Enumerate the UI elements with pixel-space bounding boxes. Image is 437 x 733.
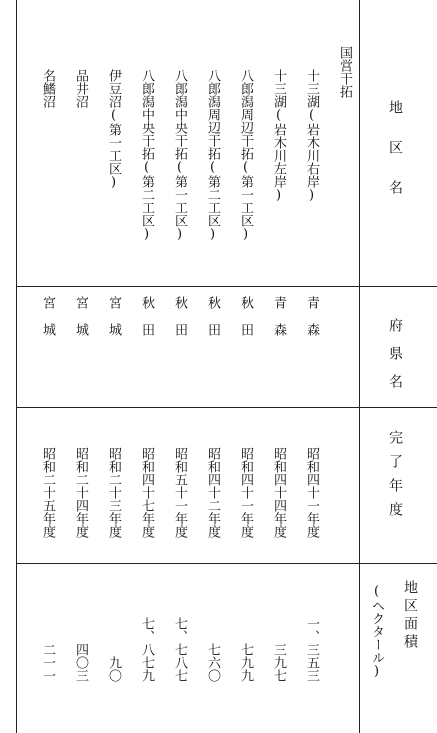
area-cell: 七九九 [238,643,253,682]
year-cell: 昭和四十四年度 [271,447,286,538]
area-cell: 一、三五三 [304,617,319,682]
year-cell: 昭和五十一年度 [172,447,187,538]
year-cell: 昭和二十三年度 [106,447,121,538]
area-cell: 七六〇 [205,643,220,682]
table-left-border [16,0,17,733]
area-cell: 三九七 [271,643,286,682]
header-prefecture: 府県名 [387,318,403,402]
district-cell: 八郎潟中央干拓(第二工区) [139,69,154,242]
district-cell: 名鰭沼 [40,69,55,108]
district-cell: 八郎潟中央干拓(第一工区) [172,69,187,242]
district-cell: 品井沼 [73,69,88,108]
prefecture-cell: 宮城 [40,296,55,350]
header-column-divider [359,0,360,733]
row-divider-2 [16,407,437,408]
district-cell: 十三湖(岩木川左岸) [271,69,286,203]
prefecture-cell: 秋田 [205,296,220,350]
prefecture-cell: 秋田 [139,296,154,350]
district-cell: 八郎潟周辺干拓(第一工区) [238,69,253,242]
row-divider-1 [16,286,437,287]
row-divider-3 [16,563,437,564]
district-cell: 十三湖(岩木川右岸) [304,69,319,203]
header-district: 地区名 [387,100,403,220]
prefecture-cell: 宮城 [73,296,88,350]
header-area: 地区面積 [402,580,418,652]
year-cell: 昭和四十一年度 [304,447,319,538]
year-cell: 昭和四十一年度 [238,447,253,538]
year-cell: 昭和二十五年度 [40,447,55,538]
area-cell: 七、八七九 [139,617,154,682]
section-label: 国営干拓 [337,46,352,98]
area-cell: 四〇三 [73,643,88,682]
area-cell: 二一一 [40,643,55,682]
district-cell: 八郎潟周辺干拓(第二工区) [205,69,220,242]
prefecture-cell: 宮城 [106,296,121,350]
year-cell: 昭和二十四年度 [73,447,88,538]
prefecture-cell: 青森 [304,296,319,350]
area-cell: 九〇 [106,656,121,682]
header-completion-year: 完了年度 [387,430,403,526]
district-cell: 伊豆沼(第一工区) [106,69,121,190]
prefecture-cell: 秋田 [172,296,187,350]
header-area-unit: (ヘクタール) [369,584,384,679]
year-cell: 昭和四十七年度 [139,447,154,538]
area-cell: 七、七八七 [172,617,187,682]
prefecture-cell: 秋田 [238,296,253,350]
year-cell: 昭和四十二年度 [205,447,220,538]
prefecture-cell: 青森 [271,296,286,350]
